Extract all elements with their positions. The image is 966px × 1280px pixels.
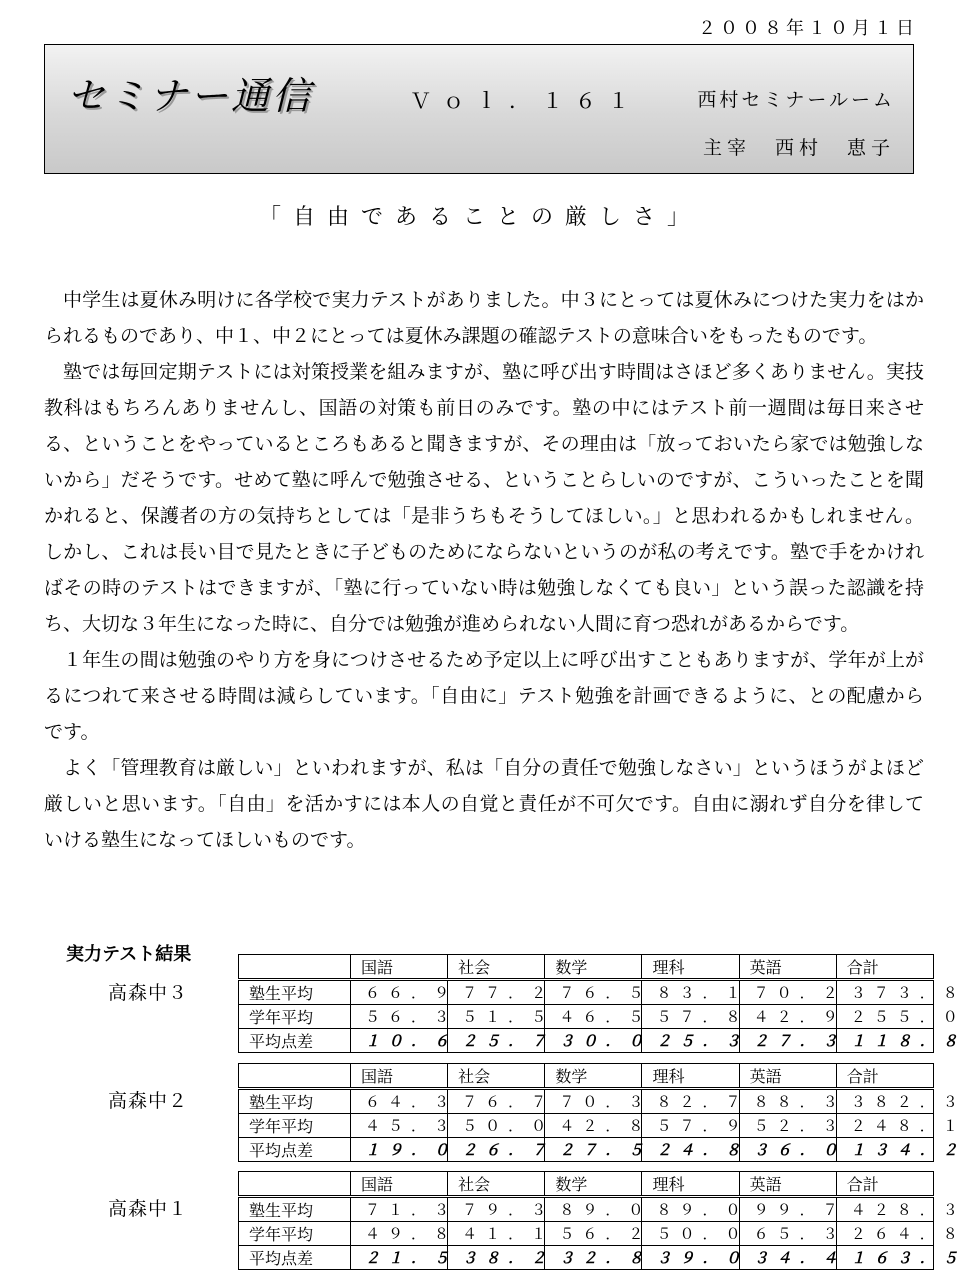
table-cell: ２４８．１ — [836, 1114, 933, 1138]
column-header: 英語 — [739, 1172, 836, 1197]
table-cell: ３０．０ — [545, 1029, 642, 1053]
table-cell: ５７．９ — [642, 1114, 739, 1138]
table-cell: ６４．３ — [351, 1089, 448, 1114]
table-cell: ４９．８ — [351, 1222, 448, 1246]
article-body — [44, 282, 924, 858]
paragraph: １年生の間は勉強のやり方を身につけさせるため予定以上に呼び出すこともありますが、学年が上がるにつれて来させる時間は減らしています。「自由に」テスト勉強を計画できるように、との配慮からです。 — [44, 649, 924, 743]
table-cell: ３８．２ — [448, 1246, 545, 1270]
table-cell: ９９．７ — [739, 1197, 836, 1222]
row-label: 学年平均 — [239, 1222, 351, 1246]
column-header: 合計 — [836, 1172, 933, 1197]
table-cell: ３７３．８ — [836, 980, 933, 1005]
table-cell: ４２．９ — [739, 1005, 836, 1029]
school-label: 高森中１ — [108, 1198, 189, 1220]
table-cell: ２５．７ — [448, 1029, 545, 1053]
volume-number: Ｖｏｌ．１６１ — [410, 89, 641, 113]
paragraph: 塾では毎回定期テストには対策授業を組みますが、塾に呼び出す時間はさほど多くありません。実技教科はもちろんありませんし、国語の対策も前日のみです。塾の中にはテスト前一週間は毎日来させる、ということをやっているところもあると聞きますが、その理由は「放っておいたら家では勉強しないから」だそうです。せめて塾に呼んで勉強させる、ということらしいのですが、こういったことを聞かれると、保護者の方の気持ちとしては「是非うちもそうしてほしい。」と思われるかもしれません。しかし、これは長い目で見たときに子どものためにならないというのが私の考えです。塾で手をかければその時のテストはできますが、「塾に行っていない時は勉強しなくても良い」という誤った認識を持ち、大切な３年生になった時に、自分では勉強が進められない人間に育つ恐れがあるからです。 — [44, 361, 924, 635]
table-cell: ７７．２ — [448, 980, 545, 1005]
table-cell: ５０．０ — [448, 1114, 545, 1138]
table-cell: ２７．５ — [545, 1138, 642, 1162]
table-cell: ４５．３ — [351, 1114, 448, 1138]
school-label: 高森中２ — [108, 1090, 189, 1112]
paragraph: よく「管理教育は厳しい」といわれますが、私は「自分の責任で勉強しなさい」というほうがよほど厳しいと思います。「自由」を活かすには本人の自覚と責任が不可欠です。自由に溺れず自分を律していける塾生になってほしいものです。 — [44, 757, 924, 851]
table-cell: ８２．７ — [642, 1089, 739, 1114]
table-row — [239, 980, 934, 1005]
row-label: 平均点差 — [239, 1246, 351, 1270]
column-header: 社会 — [448, 1172, 545, 1197]
table-cell: ２５５．０ — [836, 1005, 933, 1029]
row-label: 塾生平均 — [239, 1197, 351, 1222]
table-cell: ４６．５ — [545, 1005, 642, 1029]
table-cell: ２１．５ — [351, 1246, 448, 1270]
table-cell: １６３．５ — [836, 1246, 933, 1270]
table-cell: ７６．５ — [545, 980, 642, 1005]
table-cell: ５７．８ — [642, 1005, 739, 1029]
organization-name: 西村セミナールーム — [697, 89, 895, 111]
table-cell: ３８２．３ — [836, 1089, 933, 1114]
table-cell: ５２．３ — [739, 1114, 836, 1138]
score-table — [238, 954, 966, 1053]
table-cell: ５６．３ — [351, 1005, 448, 1029]
table-cell: ８８．３ — [739, 1089, 836, 1114]
table-row — [239, 1114, 934, 1138]
table-cell: ８３．１ — [642, 980, 739, 1005]
school-label: 高森中３ — [108, 982, 189, 1004]
table-row — [239, 1089, 934, 1114]
table-cell: ５６．２ — [545, 1222, 642, 1246]
table-cell: ４２８．３ — [836, 1197, 933, 1222]
table-cell: ７６．７ — [448, 1089, 545, 1114]
column-header: 国語 — [351, 955, 448, 980]
table-cell: ２６．７ — [448, 1138, 545, 1162]
column-header: 数学 — [545, 1172, 642, 1197]
column-header — [239, 1172, 351, 1197]
row-label: 塾生平均 — [239, 980, 351, 1005]
column-header — [239, 1064, 351, 1089]
score-table — [238, 1171, 966, 1270]
row-label: 平均点差 — [239, 1029, 351, 1053]
table-cell: ６６．９ — [351, 980, 448, 1005]
score-table — [238, 1063, 966, 1162]
table-cell: ５０．０ — [642, 1222, 739, 1246]
table-cell: １９．０ — [351, 1138, 448, 1162]
table-cell: ７０．３ — [545, 1089, 642, 1114]
column-header: 社会 — [448, 1064, 545, 1089]
column-header: 数学 — [545, 1064, 642, 1089]
table-row — [239, 1138, 934, 1162]
table-cell: ２６４．８ — [836, 1222, 933, 1246]
table-cell: １３４．２ — [836, 1138, 933, 1162]
table-cell: ６５．３ — [739, 1222, 836, 1246]
row-label: 塾生平均 — [239, 1089, 351, 1114]
table-row — [239, 1246, 934, 1270]
table-cell: １１８．８ — [836, 1029, 933, 1053]
article-headline: 「自由であることの厳しさ」 — [258, 205, 701, 230]
host-name: 主宰 西村 恵子 — [702, 137, 895, 159]
newsletter-header — [44, 44, 914, 174]
table-row — [239, 1005, 934, 1029]
table-cell: ３９．０ — [642, 1246, 739, 1270]
table-cell: ８９．０ — [642, 1197, 739, 1222]
paragraph: 中学生は夏休み明けに各学校で実力テストがありました。中３にとっては夏休みにつけた実力をはかられるものであり、中１、中２にとっては夏休み課題の確認テストの意味合いをもったものです。 — [44, 289, 924, 347]
table-row — [239, 1029, 934, 1053]
newsletter-title: セミナー通信 — [67, 74, 314, 118]
issue-date: ２００８年１０月１日 — [698, 18, 918, 39]
row-label: 学年平均 — [239, 1114, 351, 1138]
table-row — [239, 1222, 934, 1246]
column-header: 国語 — [351, 1064, 448, 1089]
column-header: 理科 — [642, 1172, 739, 1197]
column-header — [239, 955, 351, 980]
table-cell: ７０．２ — [739, 980, 836, 1005]
table-cell: ５１．５ — [448, 1005, 545, 1029]
row-label: 平均点差 — [239, 1138, 351, 1162]
table-cell: ７１．３ — [351, 1197, 448, 1222]
column-header: 国語 — [351, 1172, 448, 1197]
table-cell: ８９．０ — [545, 1197, 642, 1222]
column-header: 英語 — [739, 955, 836, 980]
column-header: 社会 — [448, 955, 545, 980]
table-cell: ２４．８ — [642, 1138, 739, 1162]
table-cell: ２７．３ — [739, 1029, 836, 1053]
row-label: 学年平均 — [239, 1005, 351, 1029]
table-cell: ４２．８ — [545, 1114, 642, 1138]
table-cell: １０．６ — [351, 1029, 448, 1053]
table-cell: ２５．３ — [642, 1029, 739, 1053]
table-cell: ３４．４ — [739, 1246, 836, 1270]
table-cell: ３６．０ — [739, 1138, 836, 1162]
table-cell: ４１．１ — [448, 1222, 545, 1246]
table-cell: ３２．８ — [545, 1246, 642, 1270]
table-header-row — [239, 955, 934, 980]
column-header: 合計 — [836, 955, 933, 980]
table-cell: ７９．３ — [448, 1197, 545, 1222]
column-header: 数学 — [545, 955, 642, 980]
column-header: 理科 — [642, 955, 739, 980]
column-header: 理科 — [642, 1064, 739, 1089]
column-header: 英語 — [739, 1064, 836, 1089]
column-header: 合計 — [836, 1064, 933, 1089]
table-header-row — [239, 1064, 934, 1089]
results-title: 実力テスト結果 — [66, 944, 192, 965]
table-row — [239, 1197, 934, 1222]
table-header-row — [239, 1172, 934, 1197]
